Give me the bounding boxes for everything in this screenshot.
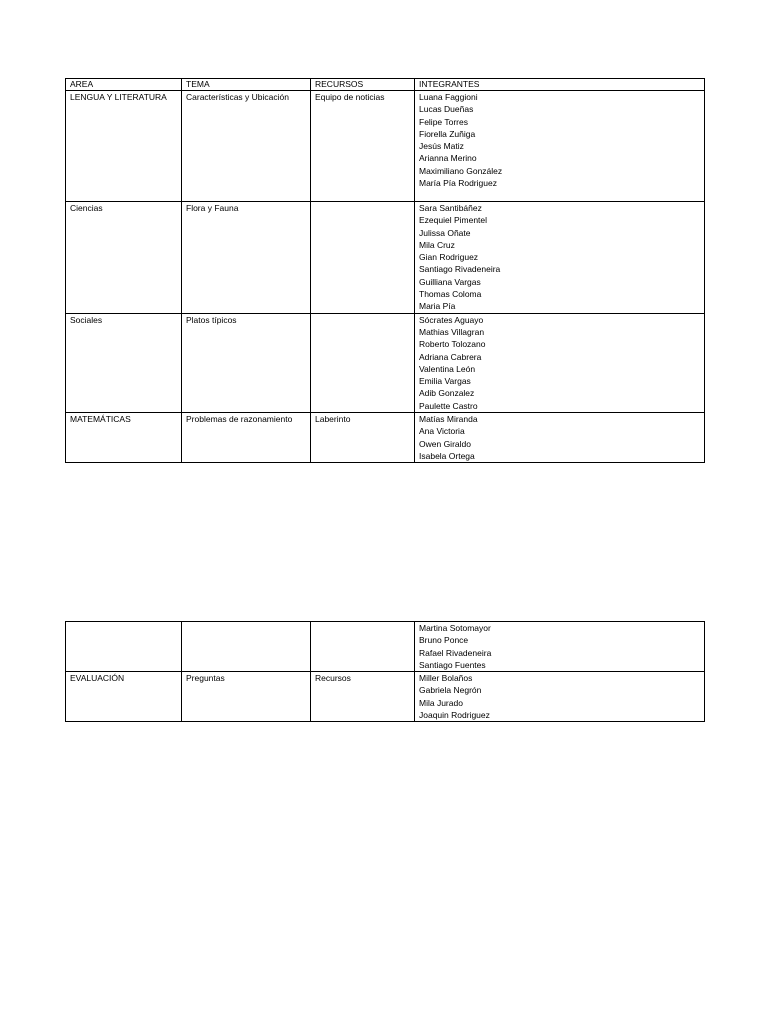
integrantes-cell [415,672,705,722]
member-name: Adib Gonzalez [419,388,475,399]
member-name: Felipe Torres [419,116,468,127]
recursos-cell [311,622,415,672]
member-name: Santiago Rivadeneira [419,264,501,275]
table-row [66,413,705,463]
area-cell: Sociales [66,313,182,412]
member-name: Bruno Ponce [419,635,469,646]
area-cell: Ciencias [66,202,182,314]
member-name: Santiago Fuentes [419,659,486,670]
recursos-cell [311,202,415,314]
integrantes-cell [415,202,705,314]
tema-cell: Características y Ubicación [182,91,311,202]
member-name: Mila Jurado [419,697,463,708]
member-name: Maximiliano González [419,165,503,176]
member-name: Julissa Oñate [419,227,471,238]
table-row [66,622,705,672]
member-name: Sócrates Aguayo [419,314,484,325]
member-name: Joaquin Rodriguez [419,710,490,721]
member-name: Rafael Rivadeneira [419,647,492,658]
tema-cell [182,622,311,672]
member-name: Luana Faggioni [419,92,478,102]
member-name: Jesús Matiz [419,141,464,152]
integrantes-cell [415,313,705,412]
member-name: Gian Rodriguez [419,252,479,263]
header-tema: TEMA [182,79,311,91]
member-name: Fiorella Zuñiga [419,128,476,139]
table-row [66,202,705,314]
tema-cell: Preguntas [182,672,311,722]
member-name: Sara Santibáñez [419,203,482,213]
area-cell: LENGUA Y LITERATURA [66,91,182,202]
member-name: Valentina León [419,363,476,374]
table-row [66,91,705,202]
area-cell: EVALUACIÓN [66,672,182,722]
member-name: Emilia Vargas [419,376,471,387]
member-name: Mila Cruz [419,239,455,250]
table-row [66,672,705,722]
member-name: Miller Bolaños [419,673,473,684]
header-recursos: RECURSOS [311,79,415,91]
header-integrantes: INTEGRANTES [415,79,705,91]
area-cell [66,622,182,672]
recursos-cell [311,313,415,412]
member-name: Martina Sotomayor [419,623,491,633]
table-header-row [66,79,705,91]
recursos-cell: Equipo de noticias [311,91,415,202]
member-name: Arianna Merino [419,153,477,164]
member-name: Thomas Coloma [419,289,482,300]
groups-table-page-top [65,78,705,463]
member-name: Guilliana Vargas [419,276,481,287]
member-name: Lucas Dueñas [419,104,474,115]
member-name: Ana Victoria [419,426,465,437]
member-name: Roberto Tolozano [419,339,486,350]
tema-cell: Flora y Fauna [182,202,311,314]
area-cell: MATEMÁTICAS [66,413,182,463]
member-name: Adriana Cabrera [419,351,482,362]
recursos-cell: Recursos [311,672,415,722]
member-name: Maria Pía [419,301,456,312]
integrantes-cell [415,413,705,463]
member-name: Matías Miranda [419,414,478,425]
member-name: Mathias Villagran [419,326,485,337]
integrantes-cell [415,91,705,202]
integrantes-cell [415,622,705,672]
member-name: Ezequiel Pimentel [419,215,488,226]
member-name: Paulette Castro [419,400,478,411]
tema-cell: Problemas de razonamiento [182,413,311,463]
member-name: Gabriela Negrón [419,685,482,696]
tema-cell: Platos típicos [182,313,311,412]
member-name: María Pía Rodriguez [419,178,497,189]
table-row [66,313,705,412]
member-name: Isabela Ortega [419,450,475,461]
member-name: Owen Giraldo [419,438,471,449]
groups-table-continuation [65,621,705,722]
header-area: AREA [66,79,182,91]
recursos-cell: Laberinto [311,413,415,463]
